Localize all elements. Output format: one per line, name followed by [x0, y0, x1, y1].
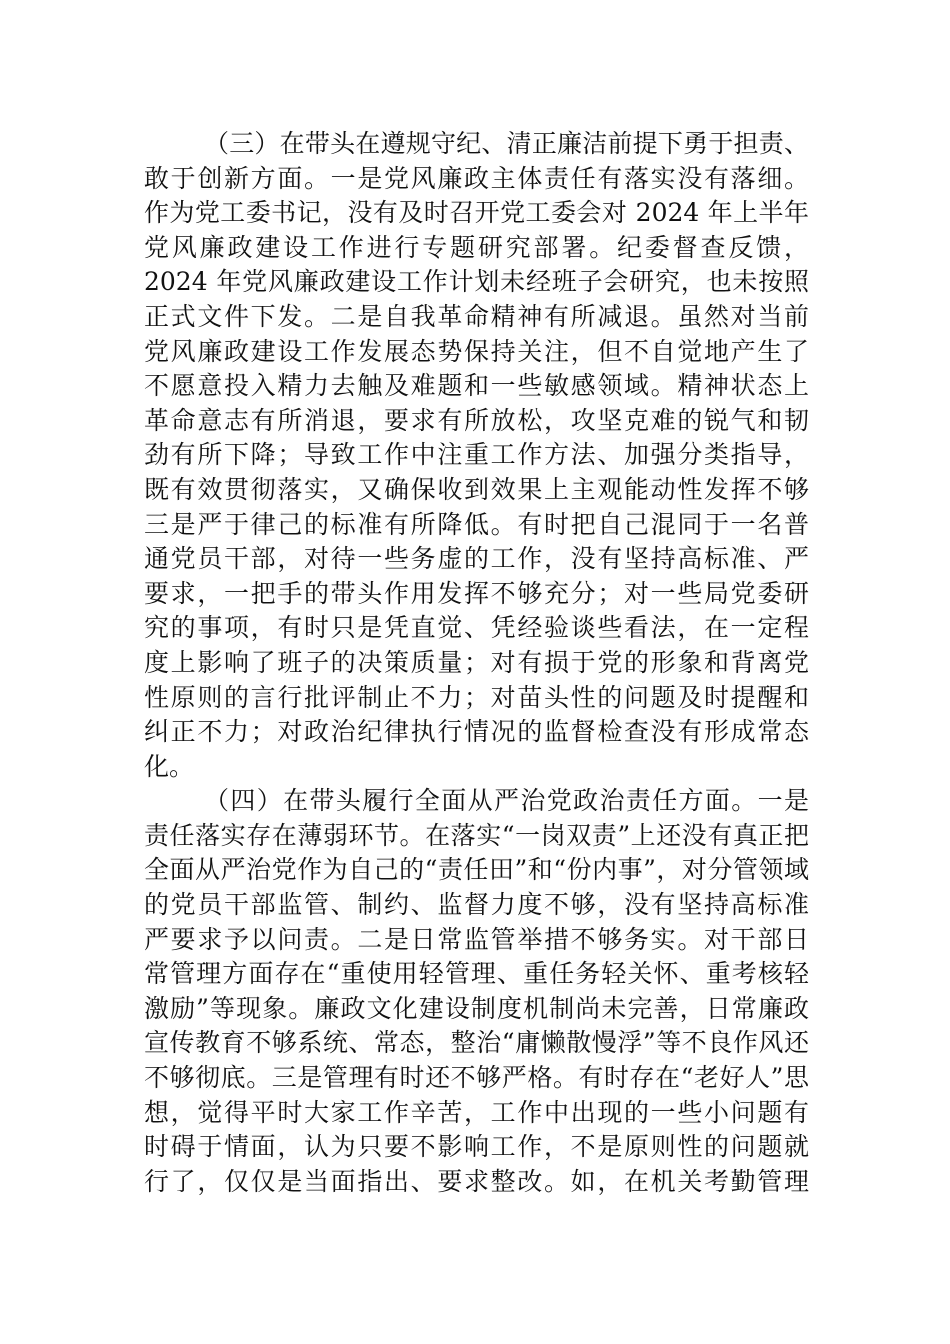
text-line: 想，觉得平时大家工作辛苦，工作中出现的一些小问题有 [144, 1097, 809, 1127]
text-line: 劲有所下降；导致工作中注重工作方法、加强分类指导， [144, 440, 809, 470]
text-line: 既有效贯彻落实，又确保收到效果上主观能动性发挥不够 [144, 474, 809, 504]
text-line: 2024 年党风廉政建设工作计划未经班子会研究，也未按照 [144, 267, 809, 297]
text-line: 化。 [144, 751, 195, 781]
text-line: 正式文件下发。二是自我革命精神有所减退。虽然对当前 [144, 301, 809, 331]
paragraph-4 [144, 784, 809, 1199]
text-line: 全面从严治党作为自己的“责任田”和“份内事”，对分管领域 [144, 855, 809, 885]
text-line: （四）在带头履行全面从严治党政治责任方面。一是 [204, 786, 809, 816]
text-line: 敢于创新方面。一是党风廉政主体责任有落实没有落细。 [144, 163, 809, 193]
text-line: 要求，一把手的带头作用发挥不够充分；对一些局党委研 [144, 578, 809, 608]
text-line: 宣传教育不够系统、常态，整治“庸懒散慢浮”等不良作风还 [144, 1028, 809, 1058]
text-line: 常管理方面存在“重使用轻管理、重任务轻关怀、重考核轻 [144, 959, 809, 989]
text-line: 严要求予以问责。二是日常监管举措不够务实。对干部日 [144, 924, 809, 954]
text-line: 激励”等现象。廉政文化建设制度机制尚未完善，日常廉政 [144, 993, 809, 1023]
text-line: 的党员干部监管、制约、监督力度不够，没有坚持高标准 [144, 890, 809, 920]
text-line: 度上影响了班子的决策质量；对有损于党的形象和背离党 [144, 647, 809, 677]
text-line: 不愿意投入精力去触及难题和一些敏感领域。精神状态上 [144, 371, 809, 401]
text-line: 党风廉政建设工作发展态势保持关注，但不自觉地产生了 [144, 336, 809, 366]
text-line: 不够彻底。三是管理有时还不够严格。有时存在“老好人”思 [144, 1063, 809, 1093]
text-line: 通党员干部，对待一些务虚的工作，没有坚持高标准、严 [144, 544, 809, 574]
text-line: 性原则的言行批评制止不力；对苗头性的问题及时提醒和 [144, 682, 809, 712]
text-line: 作为党工委书记，没有及时召开党工委会对 2024 年上半年 [144, 198, 809, 228]
text-line: 党风廉政建设工作进行专题研究部署。纪委督查反馈， [144, 232, 809, 262]
text-line: （三）在带头在遵规守纪、清正廉洁前提下勇于担责、 [204, 129, 809, 158]
text-line: 究的事项，有时只是凭直觉、凭经验谈些看法，在一定程 [144, 613, 809, 643]
text-line: 责任落实存在薄弱环节。在落实“一岗双责”上还没有真正把 [144, 820, 809, 850]
text-line: 三是严于律己的标准有所降低。有时把自己混同于一名普 [144, 509, 809, 539]
document-body [144, 127, 809, 1199]
text-line: 革命意志有所消退，要求有所放松，攻坚克难的锐气和韧 [144, 405, 809, 435]
text-line: 纠正不力；对政治纪律执行情况的监督检查没有形成常态 [144, 717, 809, 747]
paragraph-3 [144, 127, 809, 784]
text-line: 时碍于情面，认为只要不影响工作，不是原则性的问题就 [144, 1132, 809, 1162]
text-line: 行了，仅仅是当面指出、要求整改。如，在机关考勤管理 [144, 1166, 809, 1196]
